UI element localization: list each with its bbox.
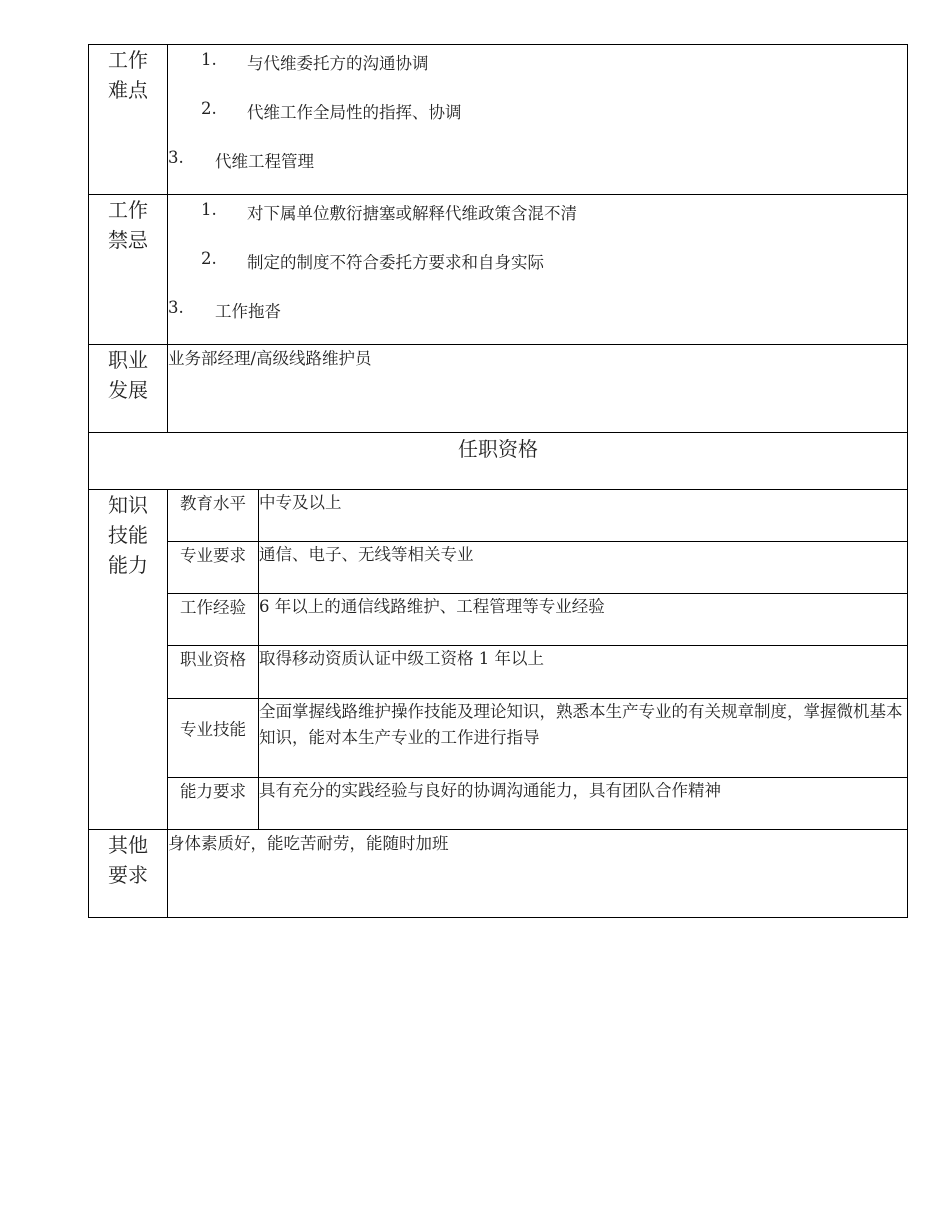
label-work-difficulty: 工作 难点 [89,45,168,195]
row-ability [89,778,908,830]
label-major: 专业要求 [168,542,259,594]
row-work-taboo [89,195,908,345]
label-ability: 能力要求 [168,778,259,830]
label-certification: 职业资格 [168,646,259,699]
row-career-development [89,345,908,433]
value-education: 中专及以上 [259,490,908,542]
label-other-requirements: 其他 要求 [89,830,168,918]
value-experience: 6 年以上的通信线路维护、工程管理等专业经验 [259,594,908,646]
row-professional-skills [89,699,908,778]
value-certification: 取得移动资质认证中级工资格 1 年以上 [259,646,908,699]
list-item: 1. 与代维委托方的沟通协调 [201,50,429,73]
row-major [89,542,908,594]
label-work-taboo: 工作 禁忌 [89,195,168,345]
list-item: 3. 代维工程管理 [168,148,314,171]
row-experience [89,594,908,646]
difficulty-list [168,45,908,195]
qualification-title: 任职资格 [89,433,908,490]
taboo-list [168,195,908,345]
row-certification [89,646,908,699]
job-description-table [88,44,908,918]
label-experience: 工作经验 [168,594,259,646]
row-education [89,490,908,542]
list-item: 1. 对下属单位敷衍搪塞或解释代维政策含混不清 [201,200,577,223]
career-path-value: 业务部经理/高级线路维护员 [168,345,908,433]
label-knowledge-skills: 知识 技能 能力 [89,490,168,830]
label-professional-skills: 专业技能 [168,699,259,778]
other-requirements-value: 身体素质好，能吃苦耐劳，能随时加班 [168,830,908,918]
value-major: 通信、电子、无线等相关专业 [259,542,908,594]
row-qualification-title [89,433,908,490]
list-item: 2. 制定的制度不符合委托方要求和自身实际 [201,249,544,272]
label-education: 教育水平 [168,490,259,542]
value-professional-skills: 全面掌握线路维护操作技能及理论知识，熟悉本生产专业的有关规章制度，掌握微机基本知识，能对本生产专业的工作进行指导 [259,699,908,778]
list-item: 3. 工作拖沓 [168,298,281,321]
label-career-development: 职业 发展 [89,345,168,433]
value-ability: 具有充分的实践经验与良好的协调沟通能力，具有团队合作精神 [259,778,908,830]
row-work-difficulty [89,45,908,195]
list-item: 2. 代维工作全局性的指挥、协调 [201,99,462,122]
row-other-requirements [89,830,908,918]
